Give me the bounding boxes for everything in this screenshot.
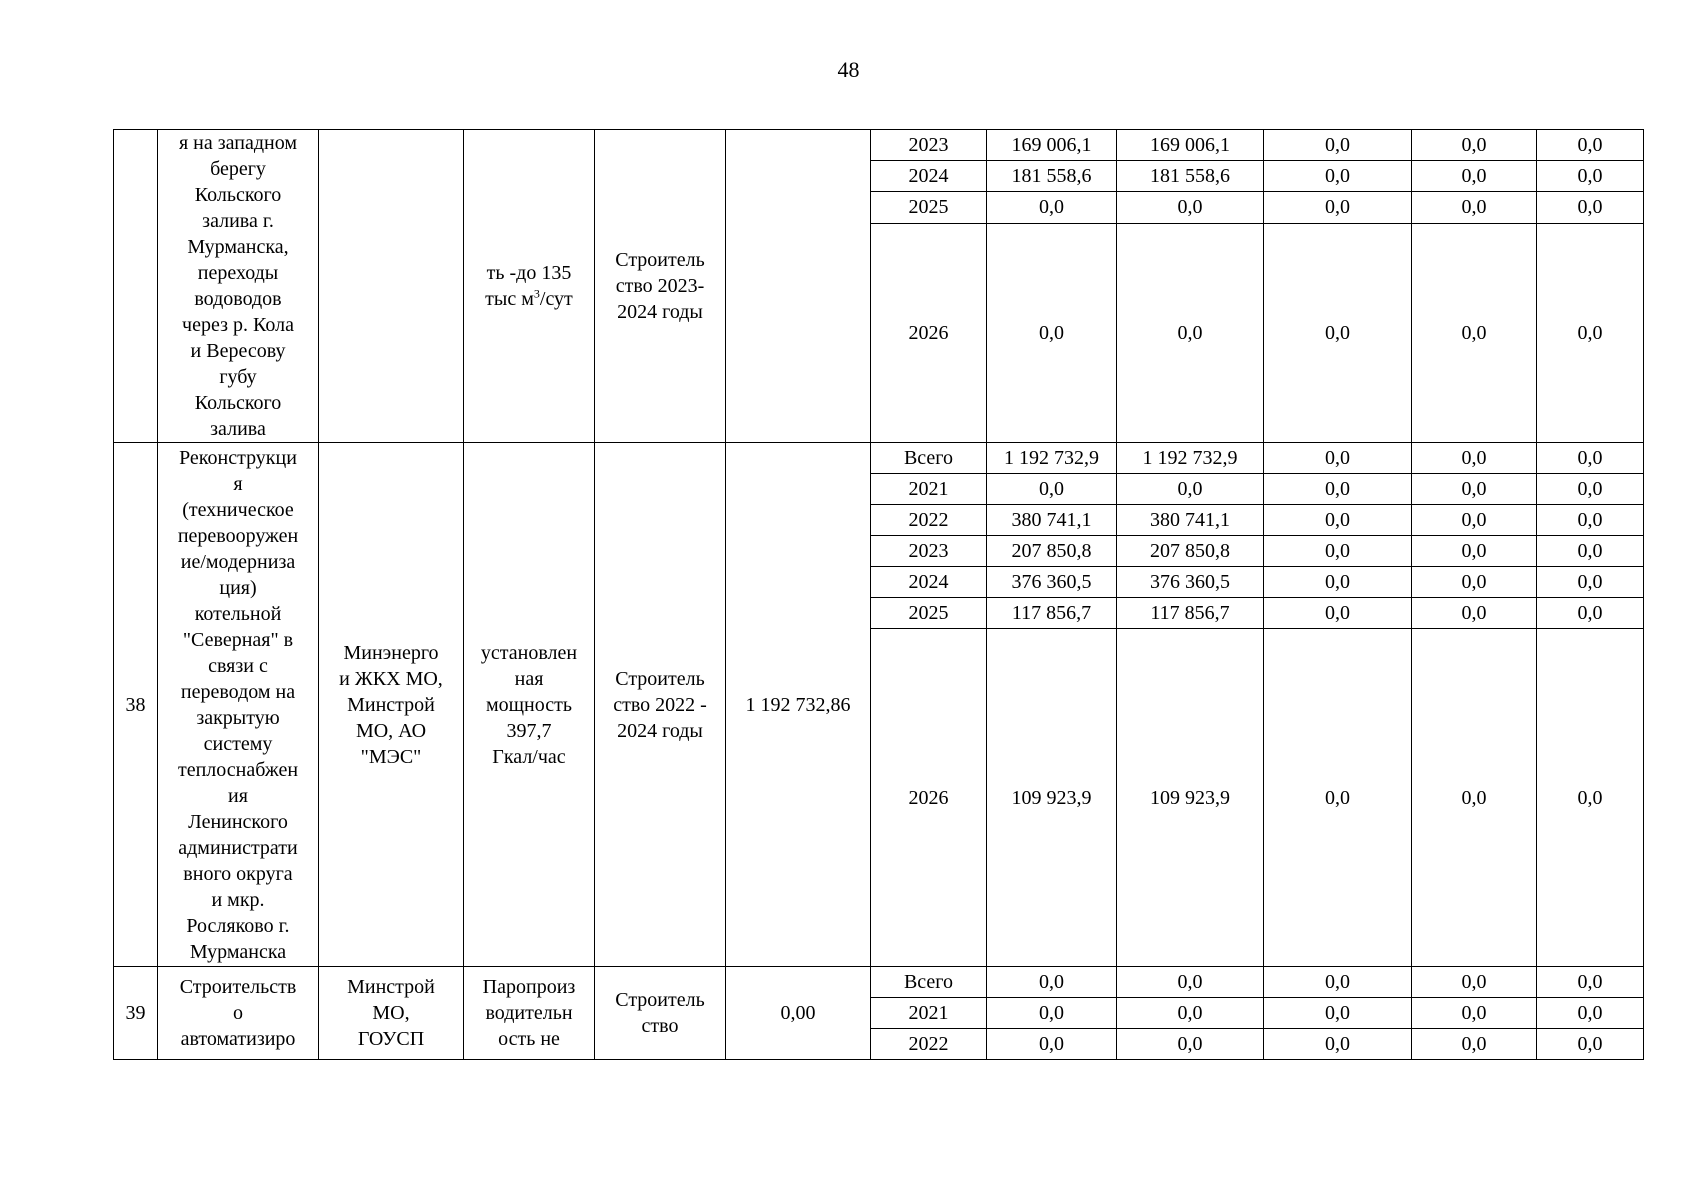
value-cell: 0,0 — [1537, 443, 1644, 474]
year-cell: 2024 — [871, 567, 987, 598]
year-cell: 2021 — [871, 998, 987, 1029]
year-cell: 2026 — [871, 629, 987, 967]
value-cell: 0,0 — [1412, 998, 1537, 1029]
value-cell: 0,0 — [987, 474, 1117, 505]
project-name-cell: я на западном берегу Кольского залива г. Мурманска, переходы водоводов через р. Кола и Вересову губу Кольского залива — [158, 130, 319, 443]
value-cell: 0,0 — [1412, 505, 1537, 536]
value-cell: 0,0 — [1537, 629, 1644, 967]
responsible-cell — [319, 130, 464, 443]
value-cell: 380 741,1 — [987, 505, 1117, 536]
value-cell: 1 192 732,9 — [987, 443, 1117, 474]
stage-cell: Строитель ство — [595, 967, 726, 1060]
table-row — [114, 130, 1644, 161]
value-cell: 0,0 — [1537, 1029, 1644, 1060]
stage-cell: Строитель ство 2023- 2024 годы — [595, 130, 726, 443]
value-cell: 0,0 — [1264, 567, 1412, 598]
value-cell: 0,0 — [1264, 474, 1412, 505]
value-cell: 0,0 — [1264, 223, 1412, 442]
value-cell: 0,0 — [1412, 598, 1537, 629]
year-cell: Всего — [871, 967, 987, 998]
value-cell: 0,0 — [987, 967, 1117, 998]
value-cell: 117 856,7 — [1117, 598, 1264, 629]
year-cell: 2025 — [871, 598, 987, 629]
value-cell: 0,0 — [1537, 567, 1644, 598]
year-cell: 2022 — [871, 505, 987, 536]
value-cell: 207 850,8 — [1117, 536, 1264, 567]
value-cell: 181 558,6 — [987, 161, 1117, 192]
year-cell: Всего — [871, 443, 987, 474]
value-cell: 0,0 — [1264, 161, 1412, 192]
value-cell: 0,0 — [1537, 536, 1644, 567]
value-cell: 0,0 — [1537, 161, 1644, 192]
value-cell: 0,0 — [1537, 967, 1644, 998]
value-cell: 0,0 — [1537, 598, 1644, 629]
investment-table — [113, 129, 1644, 1060]
value-cell: 0,0 — [1412, 567, 1537, 598]
value-cell: 0,0 — [1117, 998, 1264, 1029]
project-name-cell: Реконструкци я (техническое перевооружен ие/модерниза ция) котельной "Северная" в связи с переводом на закрытую систему теплоснабжен ия Ленинского администрати вного округа и мкр. Росляково г. Мурманска — [158, 443, 319, 967]
cost-cell: 1 192 732,86 — [726, 443, 871, 967]
capacity-text: ть -до 135 тыс $м^3$/сут — [485, 262, 573, 310]
value-cell: 109 923,9 — [987, 629, 1117, 967]
value-cell: 181 558,6 — [1117, 161, 1264, 192]
value-cell: 0,0 — [1412, 130, 1537, 161]
stage-cell: Строитель ство 2022 - 2024 годы — [595, 443, 726, 967]
item-number-cell: 38 — [114, 443, 158, 967]
value-cell: 0,0 — [1412, 192, 1537, 223]
page-number: 48 — [837, 57, 860, 82]
value-cell: 0,0 — [1537, 474, 1644, 505]
year-cell: 2026 — [871, 223, 987, 442]
value-cell: 0,0 — [1264, 505, 1412, 536]
value-cell: 0,0 — [987, 1029, 1117, 1060]
value-cell: 0,0 — [1264, 629, 1412, 967]
value-cell: 0,0 — [987, 192, 1117, 223]
value-cell: 169 006,1 — [1117, 130, 1264, 161]
value-cell: 1 192 732,9 — [1117, 443, 1264, 474]
value-cell: 0,0 — [1537, 192, 1644, 223]
table-row — [114, 443, 1644, 474]
value-cell: 0,0 — [1117, 223, 1264, 442]
value-cell: 0,0 — [1117, 192, 1264, 223]
cost-cell — [726, 130, 871, 443]
value-cell: 0,0 — [1117, 474, 1264, 505]
year-cell: 2023 — [871, 130, 987, 161]
value-cell: 0,0 — [1412, 1029, 1537, 1060]
responsible-cell: Минстрой МО, ГОУСП — [319, 967, 464, 1060]
value-cell: 0,0 — [1537, 505, 1644, 536]
value-cell: 0,0 — [1264, 598, 1412, 629]
value-cell: 380 741,1 — [1117, 505, 1264, 536]
capacity-cell — [464, 130, 595, 443]
value-cell: 0,0 — [1264, 130, 1412, 161]
year-cell: 2021 — [871, 474, 987, 505]
value-cell: 0,0 — [1264, 967, 1412, 998]
value-cell: 0,0 — [1537, 223, 1644, 442]
item-number-cell — [114, 130, 158, 443]
value-cell: 0,0 — [1117, 1029, 1264, 1060]
year-cell: 2024 — [871, 161, 987, 192]
value-cell: 0,0 — [1264, 443, 1412, 474]
value-cell: 0,0 — [1537, 998, 1644, 1029]
value-cell: 0,0 — [1264, 1029, 1412, 1060]
responsible-cell: Минэнерго и ЖКХ МО, Минстрой МО, АО "МЭС" — [319, 443, 464, 967]
value-cell: 0,0 — [1412, 536, 1537, 567]
item-number-cell: 39 — [114, 967, 158, 1060]
value-cell: 207 850,8 — [987, 536, 1117, 567]
value-cell: 0,0 — [1412, 629, 1537, 967]
value-cell: 0,0 — [1412, 967, 1537, 998]
value-cell: 169 006,1 — [987, 130, 1117, 161]
year-cell: 2023 — [871, 536, 987, 567]
value-cell: 117 856,7 — [987, 598, 1117, 629]
value-cell: 0,0 — [1537, 130, 1644, 161]
value-cell: 376 360,5 — [987, 567, 1117, 598]
project-name-cell: Строительств о автоматизиро — [158, 967, 319, 1060]
cost-cell: 0,00 — [726, 967, 871, 1060]
year-cell: 2022 — [871, 1029, 987, 1060]
value-cell: 0,0 — [987, 998, 1117, 1029]
value-cell: 0,0 — [1117, 967, 1264, 998]
value-cell: 376 360,5 — [1117, 567, 1264, 598]
value-cell: 0,0 — [1412, 161, 1537, 192]
value-cell: 0,0 — [1264, 192, 1412, 223]
value-cell: 0,0 — [987, 223, 1117, 442]
capacity-cell: Паропроиз водительн ость не — [464, 967, 595, 1060]
value-cell: 0,0 — [1412, 223, 1537, 442]
value-cell: 0,0 — [1412, 443, 1537, 474]
year-cell: 2025 — [871, 192, 987, 223]
capacity-cell: установлен ная мощность 397,7 Гкал/час — [464, 443, 595, 967]
table-row — [114, 967, 1644, 998]
value-cell: 0,0 — [1264, 536, 1412, 567]
value-cell: 0,0 — [1412, 474, 1537, 505]
value-cell: 109 923,9 — [1117, 629, 1264, 967]
value-cell: 0,0 — [1264, 998, 1412, 1029]
